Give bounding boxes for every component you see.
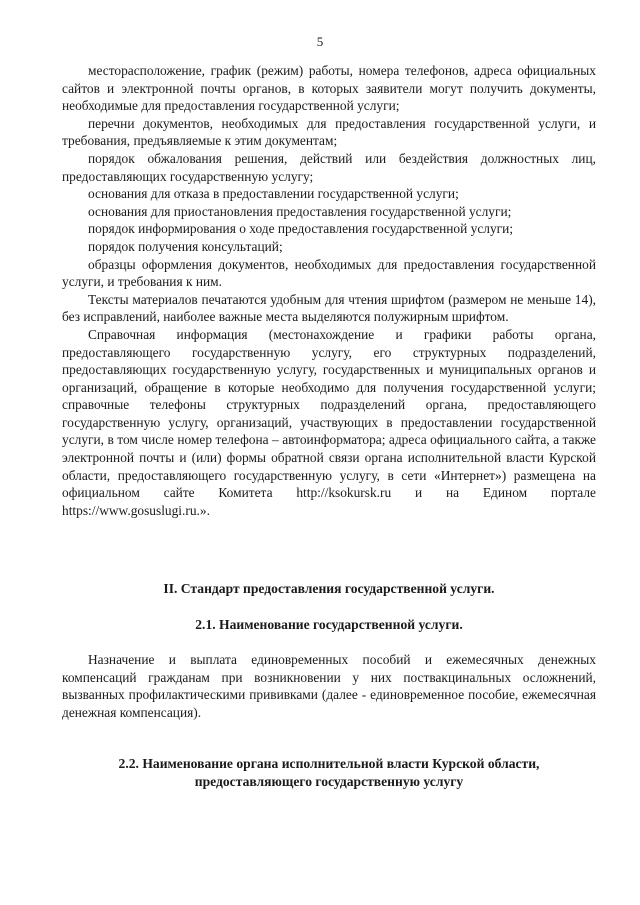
paragraph: Тексты материалов печатаются удобным для чтения шрифтом (размером не меньше 14), без исправлений, наиболее важные места выделяются полужирным шрифтом. (62, 291, 596, 325)
paragraph: образцы оформления документов, необходимых для предоставления государственной услуги, и требования к ним. (62, 256, 596, 290)
paragraph: Справочная информация (местонахождение и графики работы органа, предоставляющего государственную услугу, его структурных подразделений, предоставляющих государственную услугу, государственных и муниципальных органов и организаций, обращение в которые необходимо для получения государственной услуги; справочные телефоны структурных подразделений органа, предоставляющего государственную услугу, организаций, участвующих в предоставлении государственной услуги, в том числе номер телефона – автоинформатора; адреса официального сайта, а также электронной почты и (или) формы обратной связи органа исполнительной власти Курской области, предоставляющего государственную услугу, в сети «Интернет») размещена на официальном сайте Комитета http://ksokursk.ru и на Едином портале https://www.gosuslugi.ru.». (62, 326, 596, 518)
page-number: 5 (316, 34, 324, 49)
paragraph: порядок информирования о ходе предоставления государственной услуги; (88, 221, 514, 237)
service-name-paragraph: Назначение и выплата единовременных пособий и ежемесячных денежных компенсаций гражданам при возникновении у них поствакцинальных осложнений, вызванных профилактическими прививками (далее - единовременное пособие, ежемесячная денежная компенсация). (62, 652, 596, 720)
body-text (62, 62, 596, 519)
section-heading-2-2 (62, 755, 596, 790)
paragraph: основания для отказа в предоставлении государственной услуги; (88, 186, 459, 202)
section-heading-2-2-line1: 2.2. Наименование органа исполнительной власти Курской области, (118, 756, 540, 771)
paragraph: основания для приостановления предоставления государственной услуги; (88, 203, 512, 219)
paragraph: месторасположение, график (режим) работы, номера телефонов, адреса официальных сайтов и электронной почты органов, в которых заявители могут получить документы, необходимые для предоставления государственной услуги; (62, 63, 596, 114)
paragraph: перечни документов, необходимых для предоставления государственной услуги, и требования, предъявляемые к этим документам; (62, 115, 596, 149)
paragraph: порядок получения консультаций; (88, 238, 283, 254)
paragraph: порядок обжалования решения, действий или бездействия должностных лиц, предоставляющих государственную услугу; (62, 150, 596, 184)
section-heading-2: II. Стандарт предоставления государственной услуги. (163, 581, 495, 596)
section-heading-2-1: 2.1. Наименование государственной услуги. (195, 617, 463, 632)
section-heading-2-2-line2: предоставляющего государственную услугу (194, 773, 464, 789)
